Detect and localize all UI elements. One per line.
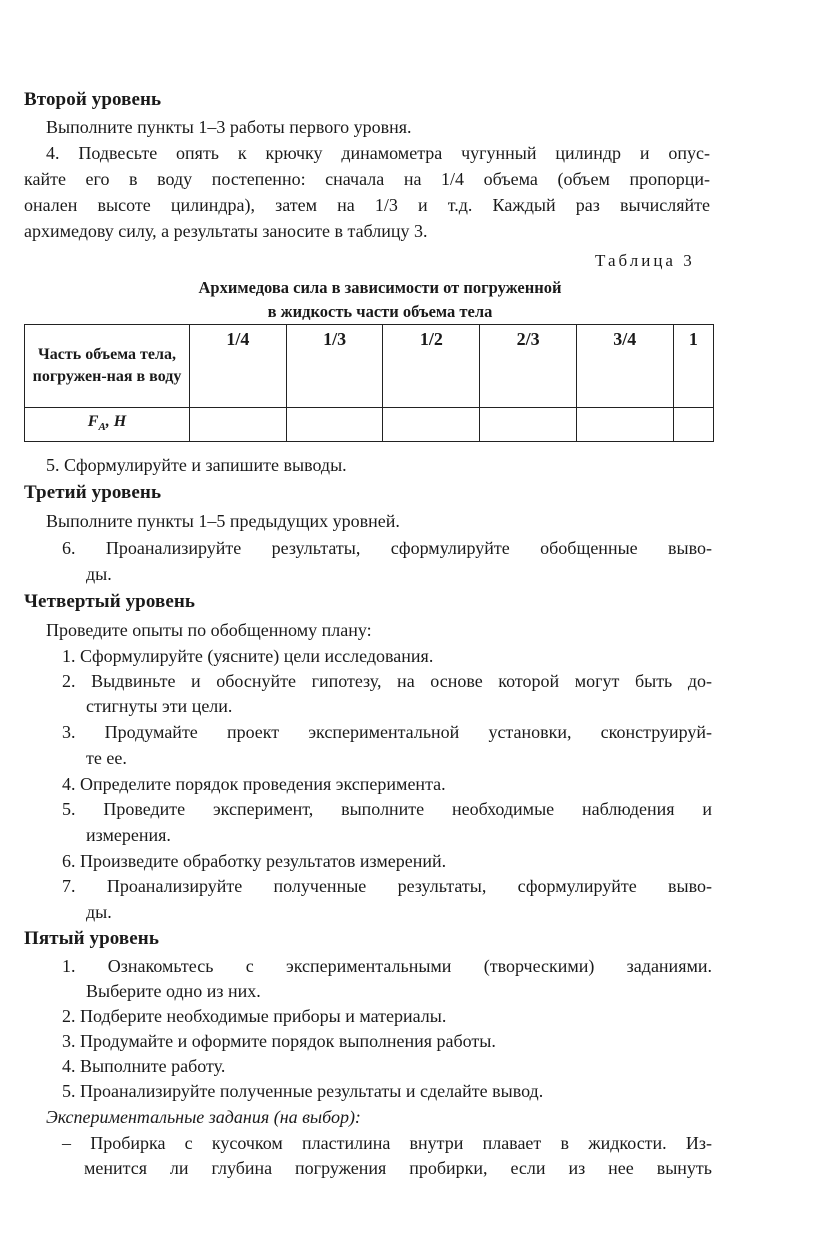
level4-line-4: стигнуты эти цели. <box>86 696 233 716</box>
empty-cell <box>576 407 673 441</box>
level5-line-2: Выберите одно из них. <box>86 981 261 1001</box>
level4-line-1: Проведите опыты по обобщенному плану: <box>46 620 372 640</box>
task-line-2: менится ли глубина погружения пробирки, если из нее вынуть <box>84 1158 712 1178</box>
column-header <box>383 325 480 408</box>
empty-cell <box>480 407 577 441</box>
row-header-volume <box>25 325 190 408</box>
level5-line-1: 1. Ознакомьтесь с экспериментальными (творческими) заданиями. <box>62 956 712 976</box>
level4-heading: Четвертый уровень <box>24 591 196 612</box>
level2-line-3: кайте его в воду постепенно: сначала на 1/4 объема (объем пропорци- <box>24 169 710 189</box>
level5-line-6: 5. Проанализируйте полученные результаты и сделайте вывод. <box>62 1081 544 1101</box>
force-symbol: F <box>87 412 99 430</box>
level3-line-2: 6. Проанализируйте результаты, сформулируйте обобщенные выво- <box>62 538 712 558</box>
tasks-heading: Экспериментальные задания (на выбор): <box>46 1107 361 1127</box>
level5-heading: Пятый уровень <box>24 928 160 949</box>
level2-heading: Второй уровень <box>24 89 162 110</box>
level4-line-2: 1. Сформулируйте (уясните) цели исследования. <box>62 646 434 666</box>
level4-line-9: измерения. <box>86 825 171 845</box>
level5-line-4: 3. Продумайте и оформите порядок выполнения работы. <box>62 1031 496 1051</box>
level4-line-5: 3. Продумайте проект экспериментальной установки, сконструируй- <box>62 722 712 742</box>
level4-line-10: 6. Произведите обработку результатов измерений. <box>62 851 447 871</box>
level4-line-7: 4. Определите порядок проведения эксперимента. <box>62 774 446 794</box>
level4-line-8: 5. Проведите эксперимент, выполните необходимые наблюдения и <box>62 799 712 819</box>
level4-line-6: те ее. <box>86 748 127 768</box>
row-header-force <box>25 407 190 441</box>
level2-line-1: Выполните пункты 1–3 работы первого уровня. <box>46 117 412 137</box>
column-header-text: 2/3 <box>516 329 540 349</box>
table-header-row <box>25 325 714 408</box>
column-header-text: 1/3 <box>323 329 347 349</box>
column-header <box>286 325 383 408</box>
force-subscript: A <box>98 420 106 433</box>
column-header-text: 1 <box>688 329 698 349</box>
table-caption-line-1: Архимедова сила в зависимости от погруженной <box>198 278 562 297</box>
level3-line-3: ды. <box>86 564 112 584</box>
level2-line-4: онален высоте цилиндра), затем на 1/3 и т.д. Каждый раз вычисляйте <box>24 195 710 215</box>
level5-line-3: 2. Подберите необходимые приборы и материалы. <box>62 1006 447 1026</box>
force-unit: , Н <box>105 412 127 430</box>
column-header <box>190 325 287 408</box>
level2-line-5: архимедову силу, а результаты заносите в таблицу 3. <box>24 221 428 241</box>
empty-cell <box>673 407 713 441</box>
row-header-volume-text: Часть объема тела, погружен-ная в воду <box>32 345 182 385</box>
conclusion-line: 5. Сформулируйте и запишите выводы. <box>46 455 347 475</box>
table-label: Таблица 3 <box>595 251 695 270</box>
level2-line-2: 4. Подвесьте опять к крючку динамометра чугунный цилиндр и опус- <box>46 143 710 163</box>
empty-cell <box>286 407 383 441</box>
level4-line-3: 2. Выдвиньте и обоснуйте гипотезу, на основе которой могут быть до- <box>62 671 712 691</box>
empty-cell <box>190 407 287 441</box>
level5-line-5: 4. Выполните работу. <box>62 1056 226 1076</box>
column-header <box>480 325 577 408</box>
table-caption-line-2: в жидкость части объема тела <box>267 302 493 321</box>
level4-line-11: 7. Проанализируйте полученные результаты, сформулируйте выво- <box>62 876 712 896</box>
column-header-text: 3/4 <box>613 329 637 349</box>
level3-heading: Третий уровень <box>24 482 162 503</box>
level4-line-12: ды. <box>86 902 112 922</box>
archimedes-force-table <box>24 324 714 442</box>
empty-cell <box>383 407 480 441</box>
column-header <box>673 325 713 408</box>
column-header <box>576 325 673 408</box>
task-line-1: – Пробирка с кусочком пластилина внутри плавает в жидкости. Из- <box>62 1133 712 1153</box>
level3-line-1: Выполните пункты 1–5 предыдущих уровней. <box>46 511 400 531</box>
column-header-text: 1/2 <box>419 329 443 349</box>
column-header-text: 1/4 <box>226 329 250 349</box>
table-force-row <box>25 407 714 441</box>
